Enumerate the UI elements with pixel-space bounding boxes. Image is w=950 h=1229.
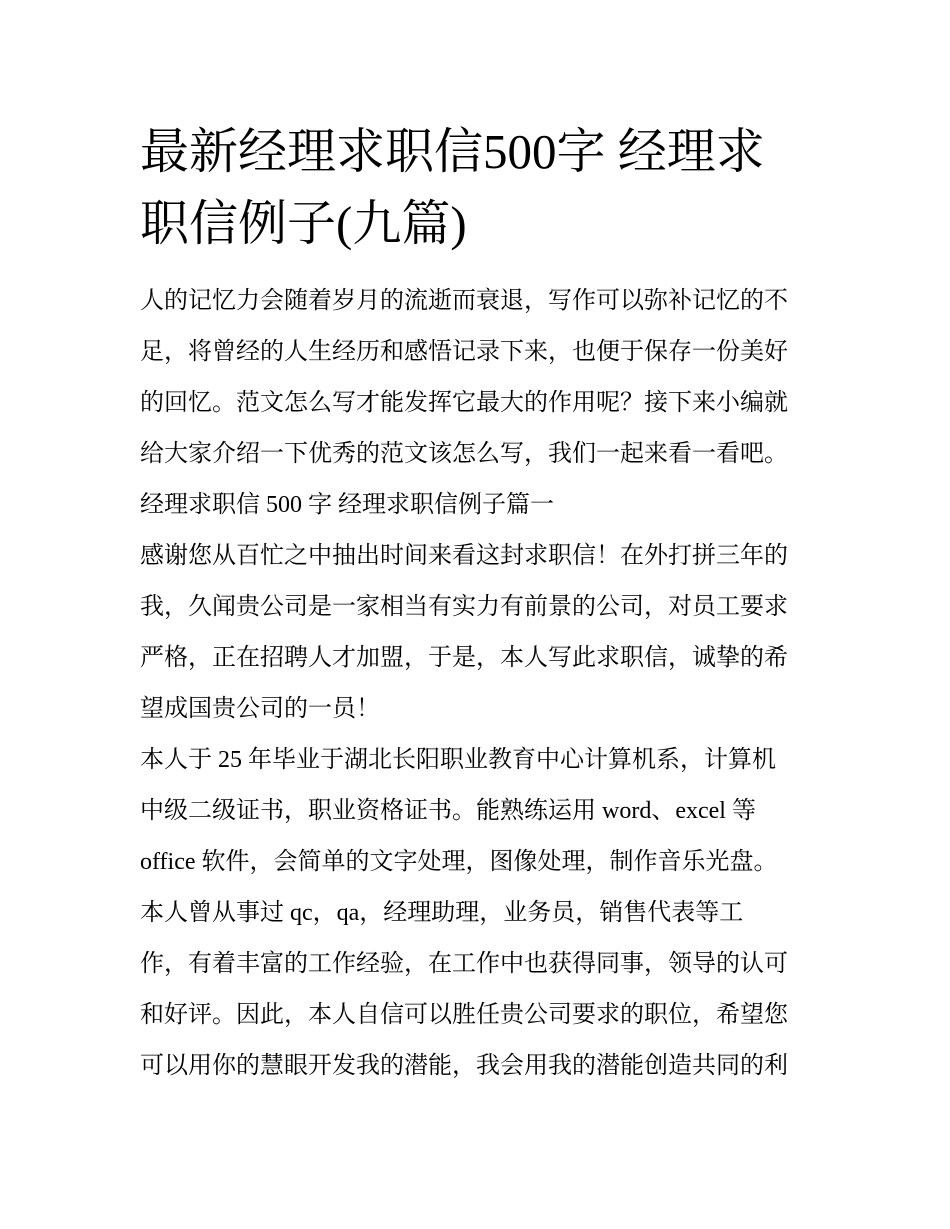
paragraph-line: 给大家介绍一下优秀的范文该怎么写，我们一起来看一看吧。 [140,441,788,467]
document-title [140,116,830,260]
paragraph-line: 本人曾从事过 qc，qa，经理助理，业务员，销售代表等工 [140,900,744,926]
title-line: 职信例子(九篇) [140,196,467,251]
paragraph-line: 足，将曾经的人生经历和感悟记录下来，也便于保存一份美好 [140,339,788,365]
paragraph-line: 人的记忆力会随着岁月的流逝而衰退，写作可以弥补记忆的不 [140,288,788,314]
paragraph-line: office 软件，会简单的文字处理，图像处理，制作音乐光盘。 [140,849,778,875]
paragraph-line: 本人于 25 年毕业于湖北长阳职业教育中心计算机系，计算机 [140,747,776,773]
paragraph-line: 感谢您从百忙之中抽出时间来看这封求职信！在外打拼三年的 [140,543,788,569]
paragraph-line: 作，有着丰富的工作经验，在工作中也获得同事，领导的认可 [140,951,788,977]
paragraph-line: 我，久闻贵公司是一家相当有实力有前景的公司，对员工要求 [140,594,788,620]
section-heading: 经理求职信 500 字 经理求职信例子篇一 [140,492,554,518]
paragraph-line: 中级二级证书，职业资格证书。能熟练运用 word、excel 等 [140,798,756,824]
document-body [140,276,830,1092]
paragraph-line: 可以用你的慧眼开发我的潜能，我会用我的潜能创造共同的利 [140,1053,788,1079]
paragraph-line: 严格，正在招聘人才加盟，于是，本人写此求职信，诚挚的希 [140,645,788,671]
paragraph-line: 的回忆。范文怎么写才能发挥它最大的作用呢？接下来小编就 [140,390,788,416]
paragraph-line: 望成国贵公司的一员！ [140,696,380,722]
title-line: 最新经理求职信500字 经理求 [140,124,765,179]
paragraph-line: 和好评。因此，本人自信可以胜任贵公司要求的职位，希望您 [140,1002,788,1028]
